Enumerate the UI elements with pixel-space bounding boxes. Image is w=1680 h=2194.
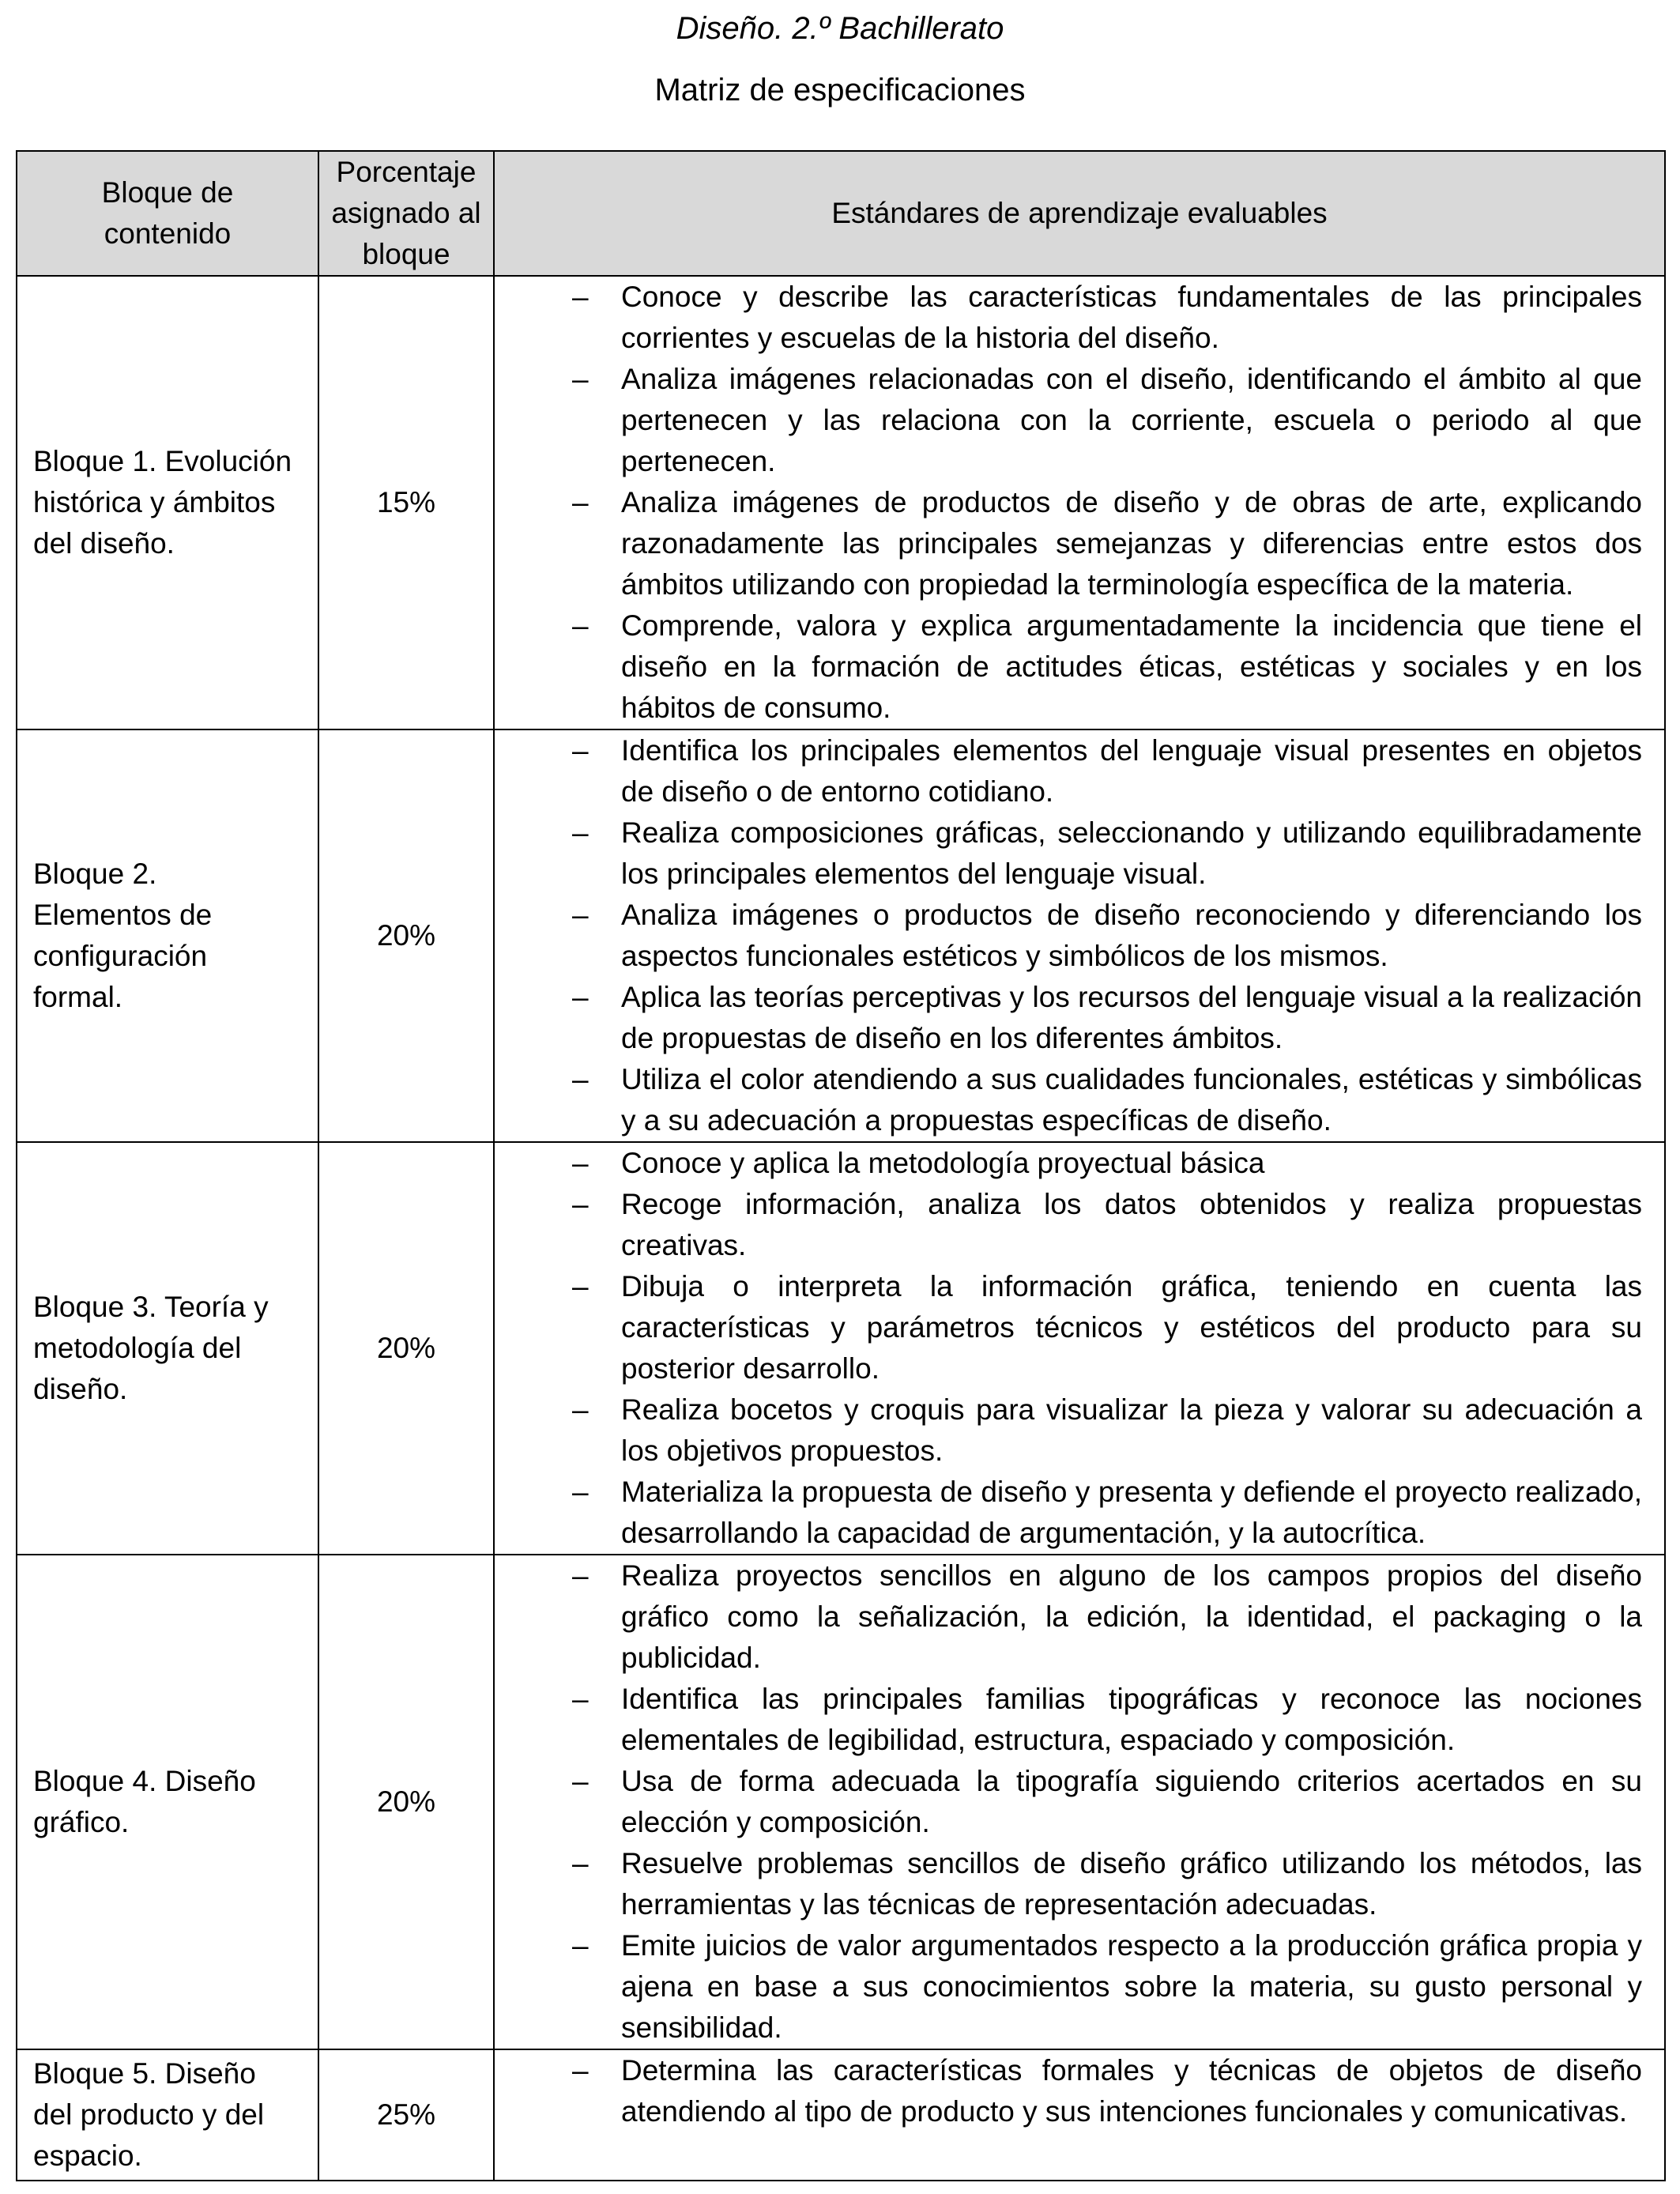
dash-bullet-icon: –	[572, 2054, 589, 2087]
standard-text: Identifica las principales familias tipográficas y reconoce las nociones elementales de legibilidad, estructura, espaciado y composición.	[621, 1683, 1642, 1756]
standard-text: Emite juicios de valor argumentados respecto a la producción gráfica propia y ajena en base a sus conocimientos sobre la materia, su gusto personal y sensibilidad.	[621, 1929, 1642, 2044]
document-subtitle: Matriz de especificaciones	[654, 73, 1026, 107]
standards-list	[495, 1143, 1642, 1554]
standard-item	[495, 1266, 1642, 1389]
standard-item	[495, 1389, 1642, 1472]
standard-text: Dibuja o interpreta la información gráfica, teniendo en cuenta las características y parámetros técnicos y estéticos del producto para su posterior desarrollo.	[621, 1270, 1642, 1385]
block-name-cell: Bloque 4. Diseño gráfico.	[17, 1555, 318, 2049]
standards-cell	[494, 1142, 1665, 1555]
table-row	[17, 1555, 1665, 2049]
table-row	[17, 1142, 1665, 1555]
standard-item	[495, 977, 1642, 1059]
standard-item	[495, 1925, 1642, 2049]
header-block: Bloque de contenido	[17, 151, 318, 276]
standard-item	[495, 1472, 1642, 1554]
standard-text: Analiza imágenes de productos de diseño y de obras de arte, explicando razonadamente las principales semejanzas y diferencias entre estos dos ámbitos utilizando con propiedad la terminología específica de la materia.	[621, 486, 1642, 601]
standard-item	[495, 812, 1642, 895]
standards-cell	[494, 729, 1665, 1142]
document-title: Diseño. 2.º Bachillerato	[676, 11, 1004, 46]
standard-item	[495, 2050, 1642, 2132]
standard-item	[495, 359, 1642, 482]
dash-bullet-icon: –	[572, 816, 589, 849]
standard-item	[495, 1679, 1642, 1761]
standard-item	[495, 1059, 1642, 1141]
block-name-cell: Bloque 5. Diseño del producto y del espacio.	[17, 2049, 318, 2181]
dash-bullet-icon: –	[572, 1188, 589, 1220]
dash-bullet-icon: –	[572, 363, 589, 395]
standards-list	[495, 277, 1642, 729]
dash-bullet-icon: –	[572, 1929, 589, 1962]
block-name-cell: Bloque 1. Evolución histórica y ámbitos del diseño.	[17, 276, 318, 729]
dash-bullet-icon: –	[572, 1765, 589, 1797]
standards-cell	[494, 276, 1665, 729]
dash-bullet-icon: –	[572, 1559, 589, 1592]
standard-text: Realiza composiciones gráficas, seleccionando y utilizando equilibradamente los principales elementos del lenguaje visual.	[621, 816, 1642, 890]
standard-text: Analiza imágenes o productos de diseño reconociendo y diferenciando los aspectos funcionales estéticos y simbólicos de los mismos.	[621, 899, 1642, 972]
standard-item	[495, 1555, 1642, 1679]
specifications-table	[16, 150, 1666, 2181]
standards-list	[495, 1555, 1642, 2049]
standard-text: Usa de forma adecuada la tipografía siguiendo criterios acertados en su elección y composición.	[621, 1765, 1642, 1838]
header-percent: Porcentaje asignado al bloque	[318, 151, 494, 276]
standard-text: Resuelve problemas sencillos de diseño gráfico utilizando los métodos, las herramientas y las técnicas de representación adecuadas.	[621, 1847, 1642, 1921]
standard-item	[495, 895, 1642, 977]
table-row	[17, 729, 1665, 1142]
dash-bullet-icon: –	[572, 1147, 589, 1179]
header-standards: Estándares de aprendizaje evaluables	[494, 151, 1665, 276]
dash-bullet-icon: –	[572, 1847, 589, 1879]
standard-item	[495, 1184, 1642, 1266]
dash-bullet-icon: –	[572, 486, 589, 518]
dash-bullet-icon: –	[572, 609, 589, 642]
standard-text: Comprende, valora y explica argumentadamente la incidencia que tiene el diseño en la formación de actitudes éticas, estéticas y sociales y en los hábitos de consumo.	[621, 609, 1642, 724]
standard-item	[495, 277, 1642, 359]
standards-cell	[494, 1555, 1665, 2049]
dash-bullet-icon: –	[572, 1270, 589, 1302]
standard-item	[495, 482, 1642, 605]
dash-bullet-icon: –	[572, 1063, 589, 1095]
standard-text: Analiza imágenes relacionadas con el diseño, identificando el ámbito al que pertenecen y las relaciona con la corriente, escuela o periodo al que pertenecen.	[621, 363, 1642, 477]
standard-item	[495, 605, 1642, 729]
dash-bullet-icon: –	[572, 734, 589, 767]
block-name-cell: Bloque 2. Elementos de configuración formal.	[17, 729, 318, 1142]
block-percent-cell: 25%	[318, 2049, 494, 2181]
dash-bullet-icon: –	[572, 981, 589, 1013]
standard-text: Conoce y describe las características fundamentales de las principales corrientes y escuelas de la historia del diseño.	[621, 281, 1642, 354]
dash-bullet-icon: –	[572, 1683, 589, 1715]
standards-list	[495, 730, 1642, 1141]
standard-item	[495, 730, 1642, 812]
standard-text: Realiza bocetos y croquis para visualizar la pieza y valorar su adecuación a los objetivos propuestos.	[621, 1393, 1642, 1467]
standard-item	[495, 1843, 1642, 1925]
block-percent-cell: 20%	[318, 1555, 494, 2049]
standard-text: Materializa la propuesta de diseño y presenta y defiende el proyecto realizado, desarrollando la capacidad de argumentación, y la autocrítica.	[621, 1476, 1642, 1549]
standard-text: Realiza proyectos sencillos en alguno de los campos propios del diseño gráfico como la señalización, la edición, la identidad, el packaging o la publicidad.	[621, 1559, 1642, 1674]
block-percent-cell: 20%	[318, 729, 494, 1142]
table-header-row	[17, 151, 1665, 276]
block-percent-cell: 20%	[318, 1142, 494, 1555]
standard-text: Determina las características formales y técnicas de objetos de diseño atendiendo al tipo de producto y sus intenciones funcionales y comunicativas.	[621, 2054, 1642, 2128]
standard-item	[495, 1143, 1642, 1184]
block-percent-cell: 15%	[318, 276, 494, 729]
standards-cell	[494, 2049, 1665, 2181]
standard-text: Utiliza el color atendiendo a sus cualidades funcionales, estéticas y simbólicas y a su adecuación a propuestas específicas de diseño.	[621, 1063, 1642, 1137]
standard-item	[495, 1761, 1642, 1843]
dash-bullet-icon: –	[572, 1393, 589, 1426]
dash-bullet-icon: –	[572, 899, 589, 931]
standard-text: Identifica los principales elementos del lenguaje visual presentes en objetos de diseño o de entorno cotidiano.	[621, 734, 1642, 808]
table-row	[17, 2049, 1665, 2181]
standards-list	[495, 2050, 1642, 2132]
dash-bullet-icon: –	[572, 281, 589, 313]
block-name-cell: Bloque 3. Teoría y metodología del diseño.	[17, 1142, 318, 1555]
table-row	[17, 276, 1665, 729]
standard-text: Conoce y aplica la metodología proyectual básica	[621, 1147, 1265, 1179]
standard-text: Aplica las teorías perceptivas y los recursos del lenguaje visual a la realización de propuestas de diseño en los diferentes ámbitos.	[621, 981, 1642, 1054]
dash-bullet-icon: –	[572, 1476, 589, 1508]
standard-text: Recoge información, analiza los datos obtenidos y realiza propuestas creativas.	[621, 1188, 1642, 1261]
